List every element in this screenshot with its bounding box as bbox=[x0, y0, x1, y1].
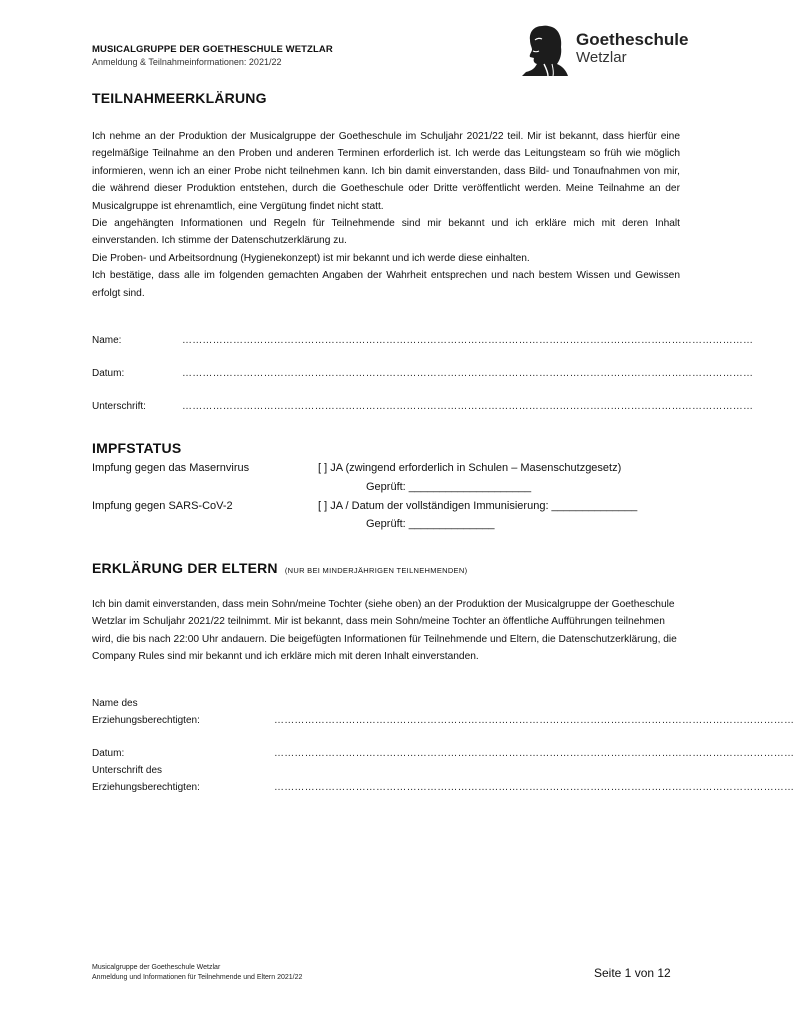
teilnahme-paragraph-4: Ich bestätige, dass alle im folgenden gemachten Angaben der Wahrheit entsprechen und nach bestem Wissen und Gewissen erfolgt sind. bbox=[92, 270, 680, 299]
eltern-name-label-line2: Erziehungsberechtigten: bbox=[92, 715, 200, 726]
teilnahme-paragraph-3: Die Proben- und Arbeitsordnung (Hygienekonzept) ist mir bekannt und ich werde diese einhalten. bbox=[92, 252, 530, 264]
eltern-datum-label: Datum: bbox=[92, 748, 125, 759]
datum-label: Datum: bbox=[92, 368, 125, 379]
eltern-heading bbox=[92, 560, 467, 576]
document-header-subtitle: Anmeldung & Teilnahmeinformationen: 2021/22 bbox=[92, 57, 282, 67]
footer-line-2: Anmeldung und Informationen für Teilnehmende und Eltern 2021/22 bbox=[92, 974, 303, 981]
masern-label: Impfung gegen das Masernvirus bbox=[92, 462, 250, 474]
eltern-datum-field[interactable]: ……………………………………………………………………………………………………………………………………… bbox=[274, 748, 794, 759]
page-number: Seite 1 von 12 bbox=[594, 966, 671, 980]
eltern-unterschrift-label-line2: Erziehungsberechtigten: bbox=[92, 782, 200, 793]
sars-label: Impfung gegen SARS-CoV-2 bbox=[92, 500, 233, 512]
masern-geprueft-field[interactable]: Geprüft: ____________________ bbox=[366, 481, 532, 493]
page-footer bbox=[92, 963, 302, 983]
eltern-name-field[interactable]: ……………………………………………………………………………………………………………………………………… bbox=[274, 715, 794, 726]
name-field[interactable]: …………………………………………………………………………………………………………………………………………………… bbox=[182, 335, 754, 346]
unterschrift-label: Unterschrift: bbox=[92, 401, 146, 412]
impfstatus-heading: IMPFSTATUS bbox=[92, 440, 182, 456]
teilnahme-paragraph-2: Die angehängten Informationen und Regeln für Teilnehmende sind mir bekannt und ich erkläre mich mit deren Inhalt einverstanden. Ich stimme der Datenschutzerklärung zu. bbox=[92, 218, 680, 247]
unterschrift-field[interactable]: …………………………………………………………………………………………………………………………………………………… bbox=[182, 401, 754, 412]
eltern-name-label-line1: Name des bbox=[92, 698, 138, 709]
masern-checkbox-option[interactable]: [ ] JA (zwingend erforderlich in Schulen – Masenschutzgesetz) bbox=[318, 462, 622, 474]
teilnahme-paragraph-1: Ich nehme an der Produktion der Musicalgruppe der Goetheschule im Schuljahr 2021/22 teil. Mir ist bekannt, dass hierfür eine regelmäßige Teilnahme an den Proben und anderen Terminen erforderlich ist. Ich werde das Leitungsteam so früh wie möglich informieren, wenn ich an einer Probe nicht teilnehmen kann. Ich bin damit einverstanden, dass Bild- und Tonaufnahmen von mir, die während dieser Produktion entstehen, durch die Goetheschule oder Dritte veröffentlicht werden. Meine Teilnahme an der Musicalgruppe ist ehrenamtlich, eine Vergütung findet nicht statt. bbox=[92, 131, 680, 212]
document-header-title: MUSICALGRUPPE DER GOETHESCHULE WETZLAR bbox=[92, 44, 333, 55]
eltern-paragraph: Ich bin damit einverstanden, dass mein Sohn/meine Tochter (siehe oben) an der Produktion der Musicalgruppe der Goetheschule Wetzlar im Schuljahr 2021/22 teilnimmt. Mir ist bekannt, dass mein Sohn/meine Tochter an öffentliche Aufführungen teilnehmen wird, die bis nach 22:00 Uhr andauern. Die beigefügten Informationen für Teilnehmende und Eltern, die Datenschutzerklärung, die Company Rules sind mir bekannt und ich erkläre mich mit deren Inhalt einverstanden. bbox=[92, 599, 677, 663]
eltern-unterschrift-label-line1: Unterschrift des bbox=[92, 765, 163, 776]
goethe-portrait-logo-icon bbox=[520, 20, 574, 76]
sars-geprueft-field[interactable]: Geprüft: ______________ bbox=[366, 518, 495, 530]
logo-text-goetheschule: Goetheschule bbox=[576, 30, 689, 49]
footer-line-1: Musicalgruppe der Goetheschule Wetzlar bbox=[92, 964, 221, 971]
eltern-heading-note: (NUR BEI MINDERJÄHRIGEN TEILNEHMENDEN) bbox=[284, 566, 468, 575]
eltern-heading-text: ERKLÄRUNG DER ELTERN bbox=[92, 560, 278, 576]
datum-field[interactable]: …………………………………………………………………………………………………………………………………………………… bbox=[182, 368, 754, 379]
name-label: Name: bbox=[92, 335, 122, 346]
teilnahme-heading: TEILNAHMEERKLÄRUNG bbox=[92, 90, 267, 106]
eltern-unterschrift-field[interactable]: ……………………………………………………………………………………………………………………………………… bbox=[274, 782, 794, 793]
sars-checkbox-option[interactable]: [ ] JA / Datum der vollständigen Immunisierung: ______________ bbox=[318, 500, 638, 512]
teilnahme-text bbox=[92, 128, 680, 302]
logo-text-wetzlar: Wetzlar bbox=[576, 49, 627, 66]
